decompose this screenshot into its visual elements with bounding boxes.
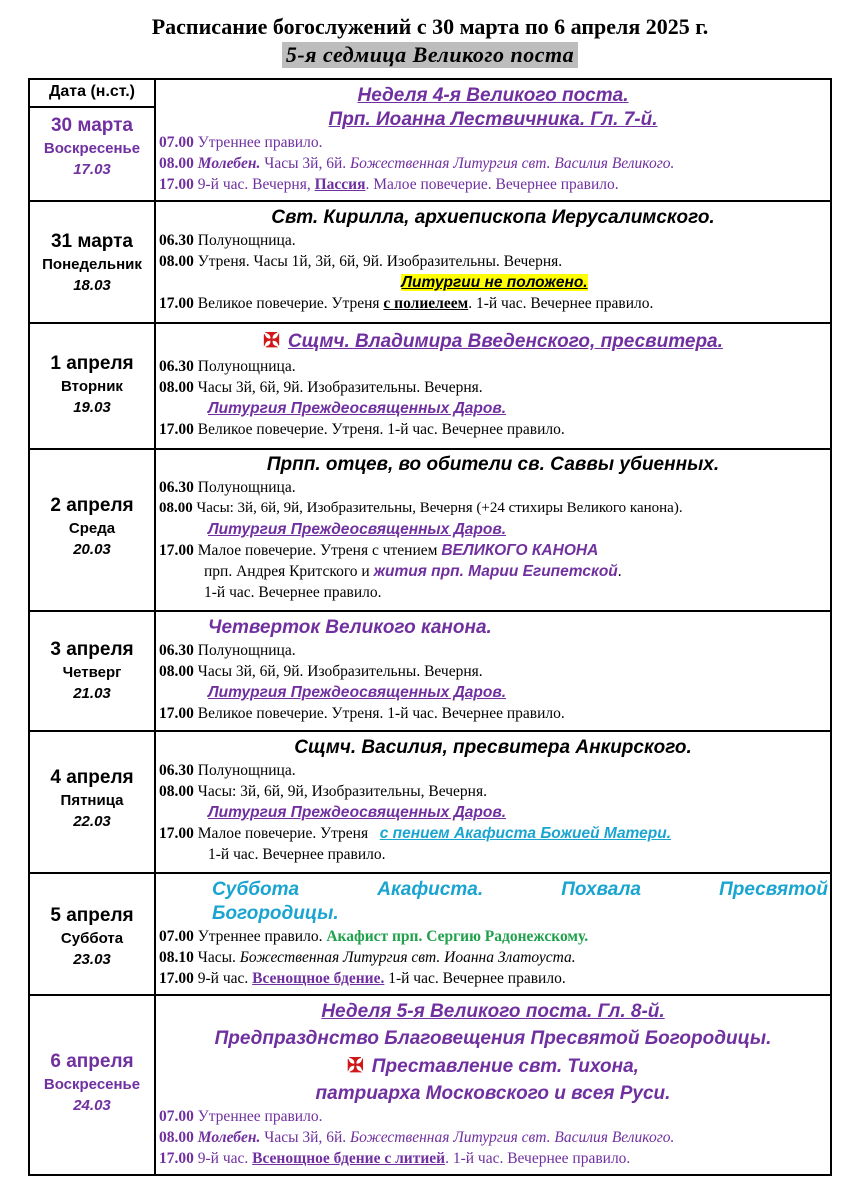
day-date: 5 апреля — [50, 905, 134, 926]
day-row — [29, 731, 831, 873]
page-title: Расписание богослужений с 30 марта по 6 апреля 2025 г. — [151, 14, 709, 39]
feast-title: Свт. Кирилла, архиепископа Иерусалимского. — [271, 207, 715, 228]
day-old-date: 22.03 — [73, 813, 111, 830]
day-services — [155, 201, 831, 323]
day-row — [29, 201, 831, 323]
service-line: 07.00 Утреннее правило. — [159, 134, 323, 151]
service-line: 07.00 Утреннее правило. — [159, 1108, 323, 1125]
feast-title: Предпразднство Благовещения Пресвятой Богородицы. — [214, 1028, 772, 1049]
header-row — [29, 79, 831, 201]
service-line: 08.10 Часы. Божественная Литургия свт. Иоанна Златоуста. — [159, 949, 576, 966]
service-line: 17.00 Великое повечерие. Утреня с полиелеем. 1-й час. Вечернее правило. — [159, 295, 654, 312]
day-weekday: Четверг — [62, 664, 122, 681]
day-old-date: 21.03 — [73, 685, 111, 702]
liturgy-line: Литургия Преждеосвященных Даров. — [208, 684, 507, 701]
day-row — [29, 873, 831, 995]
page-subtitle: 5-я седмица Великого поста — [282, 42, 578, 68]
feast-title: Неделя 4-я Великого поста. — [357, 85, 629, 106]
day-services — [155, 873, 831, 995]
day-row — [29, 995, 831, 1175]
service-line: прп. Андрея Критского и жития прп. Марии Египетской. — [204, 563, 622, 580]
service-line: 08.00 Часы 3й, 6й, 9й. Изобразительны. Вечерня. — [159, 379, 483, 396]
day-date: 1 апреля — [50, 353, 134, 374]
date-column — [29, 79, 155, 201]
service-line: 08.00 Часы: 3й, 6й, 9й, Изобразительны, Вечерня (+24 стихиры Великого канона). — [159, 500, 683, 516]
feast-title: Сщмч. Василия, пресвитера Анкирского. — [294, 737, 692, 758]
day-weekday: Воскресенье — [43, 140, 141, 157]
day-row — [29, 611, 831, 731]
service-line: 17.00 9-й час. Всенощное бдение. 1-й час. Вечернее правило. — [159, 970, 566, 987]
day-weekday: Понедельник — [42, 256, 142, 273]
date-column — [29, 731, 155, 873]
liturgy-line: Литургия Преждеосвященных Даров. — [208, 521, 507, 538]
date-column-header: Дата (н.ст.) — [30, 80, 154, 108]
service-line: 17.00 Великое повечерие. Утреня. 1-й час. Вечернее правило. — [159, 421, 565, 438]
day-old-date: 20.03 — [73, 541, 111, 558]
day-date: 31 марта — [50, 231, 133, 252]
service-line: 08.00 Утреня. Часы 1й, 3й, 6й, 9й. Изобразительны. Вечерня. — [159, 253, 563, 270]
service-line: 07.00 Утреннее правило. Акафист прп. Сергию Радонежскому. — [159, 928, 589, 945]
service-line: 1-й час. Вечернее правило. — [204, 584, 382, 601]
service-line: 08.00 Часы 3й, 6й, 9й. Изобразительны. Вечерня. — [159, 663, 483, 680]
day-date: 4 апреля — [50, 767, 134, 788]
day-services — [155, 731, 831, 873]
day-old-date: 23.03 — [73, 951, 111, 968]
day-old-date: 19.03 — [73, 399, 111, 416]
day-old-date: 17.03 — [73, 161, 111, 178]
feast-title: патриарха Московского и всея Руси. — [315, 1083, 671, 1104]
day-date: 6 апреля — [50, 1051, 134, 1072]
service-line: 17.00 9-й час. Всенощное бдение с литией. 1-й час. Вечернее правило. — [159, 1150, 631, 1167]
day-weekday: Суббота — [60, 930, 124, 947]
day-services — [155, 323, 831, 449]
day-row — [29, 323, 831, 449]
service-line: 06.30 Полунощница. — [159, 762, 296, 779]
day-services — [155, 995, 831, 1175]
day-services — [155, 79, 831, 201]
service-line: 17.00 9-й час. Вечерня, Пассия. Малое повечерие. Вечернее правило. — [159, 176, 619, 193]
feast-title: Прпп. отцев, во обители св. Саввы убиенных. — [266, 454, 720, 475]
service-line: 06.30 Полунощница. — [159, 642, 296, 659]
feast-title: Прп. Иоанна Лествичника. Гл. 7-й. — [328, 109, 658, 130]
day-weekday: Воскресенье — [43, 1076, 141, 1093]
feast-title: Неделя 5-я Великого поста. Гл. 8-й. — [321, 1001, 665, 1022]
cross-icon: ✠ — [347, 1055, 364, 1077]
service-line: 06.30 Полунощница. — [159, 479, 296, 496]
service-line: 17.00 Малое повечерие. Утреня с пением Акафиста Божией Матери. — [159, 825, 672, 842]
date-column — [29, 323, 155, 449]
service-line: 17.00 Великое повечерие. Утреня. 1-й час. Вечернее правило. — [159, 705, 565, 722]
day-old-date: 24.03 — [73, 1097, 111, 1114]
date-column — [29, 611, 155, 731]
service-line: 17.00 Малое повечерие. Утреня с чтением ВЕЛИКОГО КАНОНА — [159, 542, 599, 559]
feast-title: Суббота Акафиста. Похвала Пресвятой — [212, 879, 828, 900]
day-services — [155, 449, 831, 611]
day-date: 3 апреля — [50, 639, 134, 660]
date-column — [29, 201, 155, 323]
day-old-date: 18.03 — [73, 277, 111, 294]
date-column — [29, 449, 155, 611]
feast-title: ✠ Сщмч. Владимира Введенского, пресвитера. — [263, 330, 723, 352]
service-line: 08.00 Часы: 3й, 6й, 9й, Изобразительны, Вечерня. — [159, 783, 487, 800]
day-weekday: Вторник — [61, 378, 123, 395]
liturgy-line: Литургия Преждеосвященных Даров. — [208, 400, 507, 417]
day-weekday: Пятница — [60, 792, 124, 809]
date-column — [29, 995, 155, 1175]
feast-title: Четверток Великого канона. — [208, 617, 492, 638]
service-line: 08.00 Молебен. Часы 3й, 6й. Божественная Литургия свт. Василия Великого. — [159, 1129, 675, 1146]
service-line: 08.00 Молебен. Часы 3й, 6й. Божественная Литургия свт. Василия Великого. — [159, 155, 675, 172]
day-weekday: Среда — [68, 520, 116, 537]
service-line: 06.30 Полунощница. — [159, 358, 296, 375]
day-date: 2 апреля — [50, 495, 134, 516]
feast-title: ✠ Преставление свт. Тихона, — [347, 1055, 639, 1077]
service-line: 1-й час. Вечернее правило. — [208, 846, 386, 863]
day-services — [155, 611, 831, 731]
feast-title: Богородицы. — [212, 903, 339, 924]
no-liturgy-note: Литургии не положено. — [401, 274, 588, 291]
liturgy-line: Литургия Преждеосвященных Даров. — [208, 804, 507, 821]
cross-icon: ✠ — [263, 330, 280, 352]
date-column — [29, 873, 155, 995]
subtitle-wrap — [0, 42, 860, 68]
service-line: 06.30 Полунощница. — [159, 232, 296, 249]
day-row — [29, 449, 831, 611]
day-date: 30 марта — [50, 115, 133, 136]
schedule-table — [28, 78, 832, 1176]
